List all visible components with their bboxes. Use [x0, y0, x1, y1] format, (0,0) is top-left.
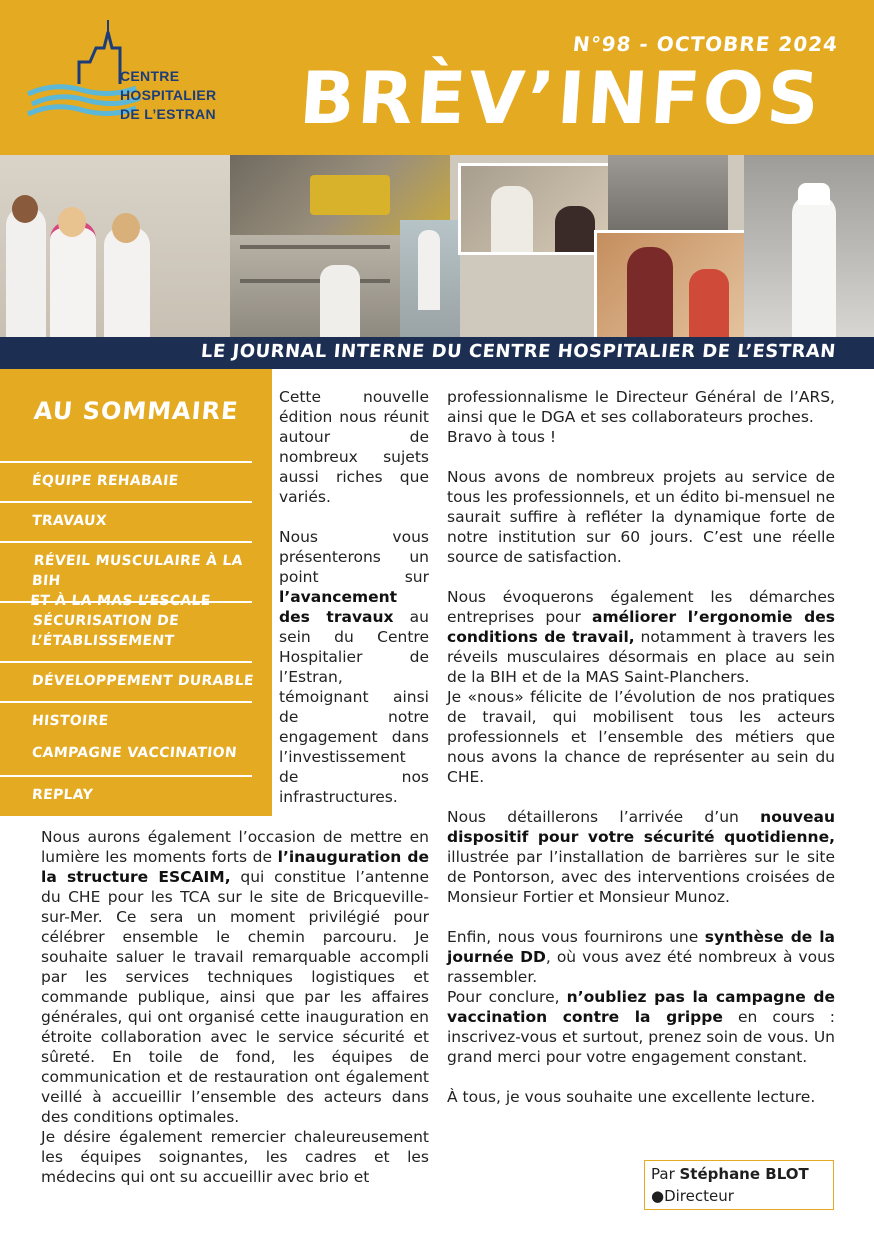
issue-number: N°98 - OCTOBRE 2024: [571, 32, 840, 56]
editorial-column-a: [279, 387, 429, 807]
paragraph: Nous aurons également l’occasion de mettre en lumière les moments forts de l’inauguration de la structure ESCAIM, qui constitue l’antenne du CHE pour les TCA sur le site de Bricqueville-sur-Mer. Ce sera un moment privilégié pour célébrer ensemble le chemin parcouru. Je souhaite saluer le travail remarquable accompli par les services techniques logistiques et commande publique, ainsi que par les affaires générales, qui ont organisé cette inauguration en étroite collaboration avec le service sécurité et sûreté. En toile de fond, les équipes de communication et de restauration ont également veillé à accueillir l’ensemble des acteurs dans des conditions optimales.: [41, 828, 429, 1126]
paragraph: professionnalisme le Directeur Général de l’ARS, ainsi que le DGA et ses collaborateurs proches.: [447, 388, 835, 426]
tagline: LE JOURNAL INTERNE DU CENTRE HOSPITALIER DE L’ESTRAN: [200, 341, 837, 362]
paragraph: Nous vous présenterons un point sur l’avancement des travaux au sein du Centre Hospitalier de l’Estran, témoignant ainsi de notre engagement dans l’investissement de nos infrastructures.: [279, 528, 429, 806]
editorial-column-c: [41, 827, 429, 1187]
photo-collage: [0, 155, 874, 337]
photo-kitchen: [744, 155, 874, 337]
summary-item-developpement[interactable]: [0, 661, 255, 689]
summary-item-label: RÉVEIL MUSCULAIRE À LA BIH ET À LA MAS L’ESCALE: [29, 553, 244, 609]
summary-item-replay[interactable]: [0, 775, 252, 803]
summary-item-vaccination[interactable]: CAMPAGNE VACCINATION: [31, 745, 238, 761]
summary-item-travaux[interactable]: [0, 501, 252, 529]
paragraph: Cette nouvelle édition nous réunit autour de nombreux sujets aussi riches que variés.: [279, 388, 429, 506]
summary-box: [0, 369, 272, 816]
signature-box: [644, 1160, 834, 1210]
paragraph: Pour conclure, n’oubliez pas la campagne de vaccination contre la grippe en cours : inscrivez-vous et surtout, prenez soin de vous. Un grand merci pour votre engagement constant.: [447, 988, 836, 1066]
summary-item-label: HISTOIRE: [31, 713, 110, 729]
tagline-bar: [0, 337, 874, 369]
signature-author: Par Stéphane BLOT: [651, 1165, 809, 1183]
paragraph: À tous, je vous souhaite une excellente lecture.: [447, 1088, 816, 1106]
summary-item-label: TRAVAUX: [31, 513, 108, 529]
summary-item-equipe[interactable]: [0, 461, 252, 489]
editorial-column-b: [447, 387, 835, 1107]
summary-item-securisation[interactable]: [0, 601, 252, 649]
summary-item-label: REPLAY: [31, 787, 94, 803]
summary-item-label: SÉCURISATION DE L’ÉTABLISSEMENT: [30, 613, 180, 649]
photo-childcare: [594, 230, 750, 337]
logo-line-2: HOSPITALIER: [120, 87, 217, 103]
photo-consultation: [458, 163, 614, 255]
paragraph: Nous détaillerons l’arrivée d’un nouveau dispositif pour votre sécurité quotidienne, illustrée par l’installation de barrières sur le site de Pontorson, avec des interventions croisées de Monsieur Fortier et Monsieur Munoz.: [447, 808, 835, 906]
summary-item-reveil[interactable]: [0, 541, 252, 609]
bullet-icon: ●: [651, 1187, 665, 1205]
hospital-logo: [24, 18, 234, 128]
paragraph: Nous avons de nombreux projets au service de tous les professionnels, et un édito bi-mensuel ne saurait suffire à refléter la dynamique forte de notre institution sur 60 jours. C’est une réelle source de satisfaction.: [447, 468, 835, 566]
header-banner: [0, 0, 874, 155]
photo-nurses: [0, 155, 230, 337]
summary-item-histoire[interactable]: [0, 701, 252, 729]
photo-vehicle: [608, 155, 728, 240]
masthead-title: BRÈV’INFOS: [297, 56, 825, 140]
paragraph: Enfin, nous vous fournirons une synthèse de la journée DD, où vous avez été nombreux à vous rassembler.: [447, 928, 836, 986]
signature-role: ●Directeur: [651, 1187, 734, 1205]
photo-cleaning: [400, 220, 460, 337]
logo-line-3: DE L’ESTRAN: [120, 106, 216, 122]
logo-line-1: CENTRE: [120, 68, 180, 84]
photo-storage: [230, 235, 400, 337]
summary-item-label: ÉQUIPE REHABAIE: [31, 473, 180, 489]
summary-title: AU SOMMAIRE: [32, 397, 240, 425]
paragraph: Bravo à tous !: [447, 428, 557, 446]
paragraph: Je «nous» félicite de l’évolution de nos pratiques de travail, qui mobilisent tous les acteurs professionnels et l’ensemble des métiers que nous avons la chance de représenter au sein du CHE.: [447, 688, 835, 786]
paragraph: Je désire également remercier chaleureusement les équipes soignantes, les cadres et les médecins qui ont su accueillir avec brio et: [41, 1128, 429, 1186]
paragraph: Nous évoquerons également les démarches entreprises pour améliorer l’ergonomie des conditions de travail, notamment à travers les réveils musculaires désormais en place au sein de la BIH et de la MAS Saint-Planchers.: [447, 588, 835, 686]
summary-item-label: DÉVELOPPEMENT DURABLE: [31, 673, 255, 689]
